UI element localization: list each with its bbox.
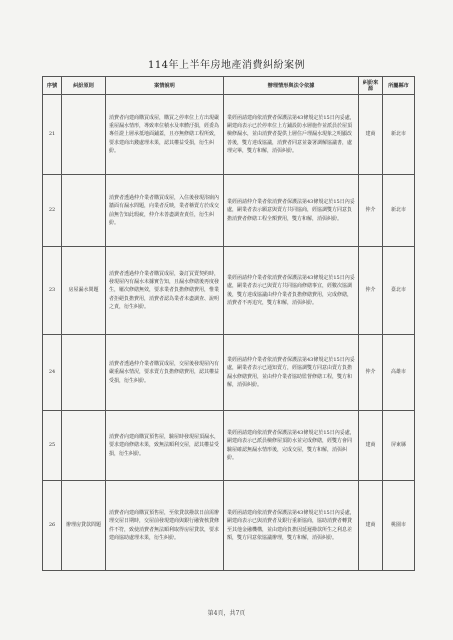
header-serial: 序號 <box>43 77 62 95</box>
row-handling: 業經函請建商依消費者保護法第43條規定於15日內妥處，嗣建商表示已於停車位上方鋪設防水層施作並派員於屋頂檢修漏水，並由消費者提供上層住戶理漏水現象之明顯改善後，雙方達成協議，消費者同意並簽署調解協議書，處理完畢，雙方和解，消弭糾紛。 <box>224 95 359 175</box>
row-handling: 業經函請建商依消費者保護法第43條規定於15日內妥處，嗣建商表示已派員檢修屋頂防水並完成修繕，經雙方會同驗屋確認無漏水情形後，完成交屋，雙方和解，消弭糾紛。 <box>224 411 359 481</box>
cases-table <box>42 76 415 571</box>
table-row <box>43 175 415 247</box>
row-source: 仲介 <box>359 175 383 247</box>
row-description: 消費者向建商購買預售屋，至依貸款撥款日前需辦理交屋日期時，交屋前發現建商與銀行融資核貸條件不符，致使消費者無法順利取得房屋貸款，要求建商協助處理未果，衍生糾紛。 <box>106 481 224 571</box>
header-principle: 糾紛原則 <box>62 77 106 95</box>
row-number: 24 <box>43 335 62 411</box>
row-number: 25 <box>43 411 62 481</box>
row-handling: 業經函請仲介業者依消費者保護法第43條規定於15日內妥處，嗣業者表示願意與賣方共同協商，經協調雙方同意負擔消費者修繕工程全額費用，雙方和解，消弭糾紛。 <box>224 175 359 247</box>
table-row <box>43 481 415 571</box>
row-city: 屏東縣 <box>383 411 415 481</box>
table-row <box>43 335 415 411</box>
row-principle <box>62 95 106 175</box>
row-source: 仲介 <box>359 247 383 335</box>
row-handling: 業經函請仲介業者依消費者保護法第43條規定於15日內妥處，嗣業者表示已與賣方共同協商修繕事宜，經數次協調後，雙方達成協議由仲介業者負擔修繕費用，完成修繕，消費者不再追究，雙方和解，消弭糾紛。 <box>224 247 359 335</box>
row-description: 消費者透過仲介業者購買成屋，交屋後發現屋內有嚴重漏水情況，要求賣方負擔修繕費用，認其權益受損，衍生糾紛。 <box>106 335 224 411</box>
row-city: 桃園市 <box>383 481 415 571</box>
table-row <box>43 247 415 335</box>
row-description: 消費者透過仲介業者購買成屋，簽訂買賣契約時，發現屋內有漏水未據實告知，且漏水修繕後再度發生，屢次修繕無效，要求業者負擔修繕費用，惟業者拒絕負擔費用，消費者認為業者未盡調查、說明之責，衍生糾紛。 <box>106 247 224 335</box>
row-description: 消費者向建商購買預售屋，驗屋時發現屋頂漏水，要求建商修繕未果，致無法順利交屋，認其權益受損，衍生糾紛。 <box>106 411 224 481</box>
row-city: 新北市 <box>383 95 415 175</box>
row-source: 建商 <box>359 481 383 571</box>
row-principle: 辦理房貸款問題 <box>62 481 106 571</box>
row-city: 臺北市 <box>383 247 415 335</box>
row-principle: 房屋漏水問題 <box>62 247 106 335</box>
row-source: 建商 <box>359 411 383 481</box>
row-city: 新北市 <box>383 175 415 247</box>
table-row <box>43 411 415 481</box>
row-source: 建商 <box>359 95 383 175</box>
page-title: 114年上半年房地產消費糾紛案例 <box>147 60 306 71</box>
row-description: 消費者向建商購買成屋，購買之停車位上方出現嚴重屋漏水情形，導致車位積水及車體汙損，經委為專任證上層承抵地面鋪蓋，且亦無修繕工程所致，要求建商出錢處理未果，認其權益受損，衍生糾紛。 <box>106 95 224 175</box>
page-footer: 第4頁，共7頁 <box>207 610 246 617</box>
row-number: 21 <box>43 95 62 175</box>
row-number: 22 <box>43 175 62 247</box>
header-source: 糾紛來源 <box>359 77 383 95</box>
row-number: 26 <box>43 481 62 571</box>
row-handling: 業經函請建商依消費者保護法第43條規定於15日內妥處，嗣建商表示已與消費者及銀行重新協商，協助消費者轉貸至其他金融機構，並由建商負擔因延遲撥款所生之利息差額，雙方同意依協議辦理，雙方和解，消弭糾紛。 <box>224 481 359 571</box>
row-city: 高雄市 <box>383 335 415 411</box>
row-principle <box>62 335 106 411</box>
header-handling: 辦理情形與法令依據 <box>224 77 359 95</box>
header-description: 案情說明 <box>106 77 224 95</box>
header-city: 所屬縣市 <box>383 77 415 95</box>
table-row <box>43 95 415 175</box>
row-principle <box>62 411 106 481</box>
row-handling: 業經函請仲介業者依消費者保護法第43條規定於15日內妥處，嗣業者表示已通知賣方，經協調雙方同意由賣方負擔漏水修繕費用，並由仲介業者協助監督修繕工程，雙方和解，消弭糾紛。 <box>224 335 359 411</box>
row-description: 消費者透過仲介業者購買成屋，入住後發現浴廁內牆面有漏水問題，向業者反映，業者稱賣方於成交前無告知此瑕疵，仲介未善盡調查責任，衍生糾紛。 <box>106 175 224 247</box>
row-number: 23 <box>43 247 62 335</box>
row-principle <box>62 175 106 247</box>
table-header-row <box>43 77 415 95</box>
row-source: 仲介 <box>359 335 383 411</box>
